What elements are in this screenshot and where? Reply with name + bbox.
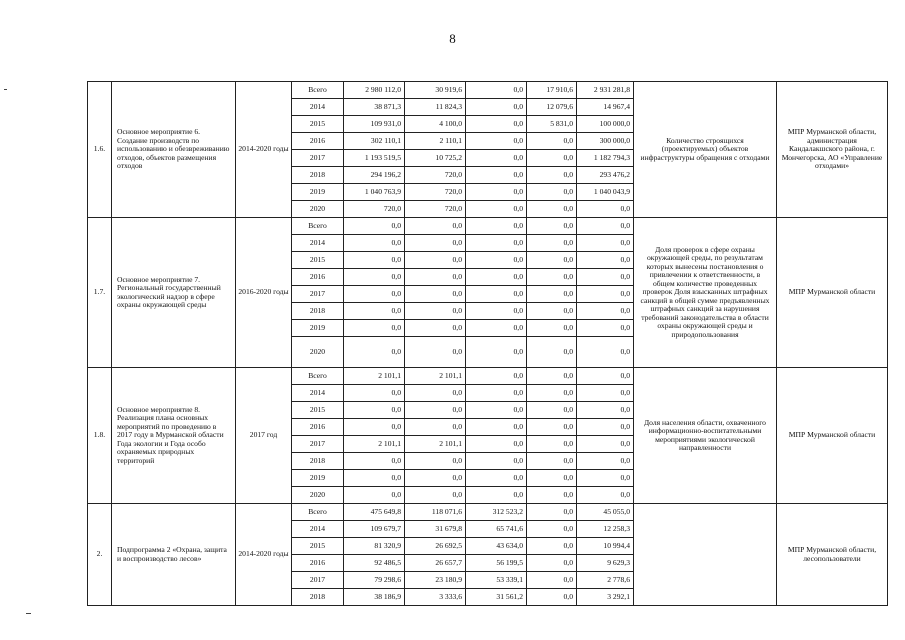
value-cell: 0,0	[466, 286, 527, 303]
value-cell: 293 476,2	[577, 167, 634, 184]
responsible-cell: МПР Мурманской области, администрация Кандалакшского района, г. Мончегорска, АО «Управление отходами»	[777, 82, 888, 218]
value-cell: 0,0	[466, 99, 527, 116]
table-row	[88, 504, 888, 521]
value-cell: 294 196,2	[344, 167, 405, 184]
value-cell: 38 871,3	[344, 99, 405, 116]
value-cell: 0,0	[466, 116, 527, 133]
value-cell: 31 561,2	[466, 589, 527, 606]
value-cell: 0,0	[405, 303, 466, 320]
year-cell: 2020	[292, 487, 344, 504]
year-cell: 2015	[292, 252, 344, 269]
value-cell: 0,0	[344, 252, 405, 269]
value-cell: 0,0	[527, 453, 577, 470]
value-cell: 0,0	[527, 320, 577, 337]
value-cell: 0,0	[527, 538, 577, 555]
value-cell: 1 193 519,5	[344, 150, 405, 167]
value-cell: 5 831,0	[527, 116, 577, 133]
value-cell: 0,0	[405, 402, 466, 419]
value-cell: 0,0	[405, 320, 466, 337]
year-cell: 2017	[292, 436, 344, 453]
value-cell: 1 040 763,9	[344, 184, 405, 201]
row-number-cell: 1.6.	[88, 82, 112, 218]
value-cell: 0,0	[577, 470, 634, 487]
value-cell: 0,0	[405, 235, 466, 252]
year-cell: 2017	[292, 286, 344, 303]
value-cell: 0,0	[344, 320, 405, 337]
year-cell: 2015	[292, 116, 344, 133]
value-cell: 3 333,6	[405, 589, 466, 606]
value-cell: 0,0	[577, 453, 634, 470]
value-cell: 1 040 043,9	[577, 184, 634, 201]
value-cell: 0,0	[527, 504, 577, 521]
value-cell: 79 298,6	[344, 572, 405, 589]
value-cell: 14 967,4	[577, 99, 634, 116]
value-cell: 81 320,9	[344, 538, 405, 555]
value-cell: 0,0	[405, 252, 466, 269]
scan-mark	[26, 613, 31, 614]
value-cell: 65 741,6	[466, 521, 527, 538]
value-cell: 0,0	[344, 419, 405, 436]
measure-name-cell: Подпрограмма 2 «Охрана, защита и воспроизводство лесов»	[112, 504, 236, 606]
row-number-cell: 2.	[88, 504, 112, 606]
value-cell: 0,0	[577, 235, 634, 252]
value-cell: 0,0	[466, 252, 527, 269]
value-cell: 312 523,2	[466, 504, 527, 521]
value-cell: 0,0	[527, 150, 577, 167]
value-cell: 0,0	[466, 487, 527, 504]
table-row	[88, 218, 888, 235]
value-cell: 2 110,1	[405, 133, 466, 150]
value-cell: 0,0	[466, 436, 527, 453]
value-cell: 0,0	[466, 201, 527, 218]
value-cell: 0,0	[466, 453, 527, 470]
year-cell: Всего	[292, 368, 344, 385]
value-cell: 720,0	[405, 184, 466, 201]
value-cell: 0,0	[405, 218, 466, 235]
value-cell: 0,0	[466, 419, 527, 436]
responsible-cell: МПР Мурманской области	[777, 218, 888, 368]
indicator-cell: Доля населения области, охваченного информационно-воспитательными мероприятиями экологической направленности	[634, 368, 777, 504]
value-cell: 10 994,4	[577, 538, 634, 555]
value-cell: 0,0	[577, 368, 634, 385]
year-cell: 2014	[292, 521, 344, 538]
value-cell: 38 186,9	[344, 589, 405, 606]
measure-name-cell: Основное мероприятие 7. Региональный государственный экологический надзор в сфере охраны окружающей среды	[112, 218, 236, 368]
value-cell: 0,0	[466, 385, 527, 402]
value-cell: 0,0	[577, 269, 634, 286]
value-cell: 0,0	[344, 218, 405, 235]
row-number-cell: 1.7.	[88, 218, 112, 368]
period-cell: 2016-2020 годы	[236, 218, 292, 368]
row-number-cell: 1.8.	[88, 368, 112, 504]
scan-mark	[4, 89, 7, 90]
value-cell: 2 931 281,8	[577, 82, 634, 99]
value-cell: 0,0	[577, 436, 634, 453]
value-cell: 0,0	[405, 269, 466, 286]
value-cell: 0,0	[466, 184, 527, 201]
value-cell: 0,0	[405, 337, 466, 368]
table-body	[88, 82, 888, 606]
year-cell: 2014	[292, 385, 344, 402]
value-cell: 26 692,5	[405, 538, 466, 555]
value-cell: 0,0	[405, 286, 466, 303]
value-cell: 17 910,6	[527, 82, 577, 99]
value-cell: 100 000,0	[577, 116, 634, 133]
value-cell: 0,0	[527, 419, 577, 436]
value-cell: 0,0	[527, 402, 577, 419]
value-cell: 12 258,3	[577, 521, 634, 538]
value-cell: 0,0	[577, 286, 634, 303]
value-cell: 0,0	[527, 269, 577, 286]
year-cell: 2020	[292, 201, 344, 218]
value-cell: 0,0	[466, 470, 527, 487]
value-cell: 0,0	[405, 385, 466, 402]
value-cell: 2 980 112,0	[344, 82, 405, 99]
table-row	[88, 82, 888, 99]
year-cell: 2017	[292, 572, 344, 589]
value-cell: 0,0	[344, 337, 405, 368]
value-cell: 43 634,0	[466, 538, 527, 555]
value-cell: 0,0	[527, 286, 577, 303]
value-cell: 0,0	[466, 167, 527, 184]
value-cell: 0,0	[577, 320, 634, 337]
value-cell: 0,0	[577, 303, 634, 320]
indicator-cell	[634, 504, 777, 606]
value-cell: 0,0	[466, 320, 527, 337]
value-cell: 0,0	[527, 572, 577, 589]
value-cell: 0,0	[344, 453, 405, 470]
year-cell: 2014	[292, 99, 344, 116]
year-cell: 2015	[292, 538, 344, 555]
value-cell: 0,0	[527, 235, 577, 252]
value-cell: 0,0	[577, 487, 634, 504]
value-cell: 0,0	[344, 402, 405, 419]
year-cell: 2019	[292, 184, 344, 201]
value-cell: 0,0	[527, 218, 577, 235]
value-cell: 0,0	[527, 167, 577, 184]
value-cell: 0,0	[344, 286, 405, 303]
value-cell: 0,0	[577, 252, 634, 269]
value-cell: 0,0	[344, 235, 405, 252]
year-cell: Всего	[292, 218, 344, 235]
value-cell: 0,0	[466, 218, 527, 235]
value-cell: 720,0	[344, 201, 405, 218]
value-cell: 0,0	[527, 133, 577, 150]
year-cell: 2019	[292, 320, 344, 337]
period-cell: 2014-2020 годы	[236, 82, 292, 218]
value-cell: 0,0	[527, 470, 577, 487]
year-cell: 2017	[292, 150, 344, 167]
measure-name-cell: Основное мероприятие 6. Создание производств по использованию и обезвреживанию отходов, объектов размещения отходов	[112, 82, 236, 218]
year-cell: 2016	[292, 555, 344, 572]
value-cell: 720,0	[405, 201, 466, 218]
measures-table	[87, 81, 888, 606]
value-cell: 300 000,0	[577, 133, 634, 150]
value-cell: 475 649,8	[344, 504, 405, 521]
value-cell: 2 101,1	[344, 436, 405, 453]
indicator-cell: Доля проверок в сфере охраны окружающей среды, по результатам которых вынесены постановления о привлечении к ответственности, в общем количестве проведенных проверок Доля взысканных штрафных санкций в общей сумме предъявленных штрафных санкций за нарушения требований законодательства в области охраны окружающей среды и природопользования	[634, 218, 777, 368]
year-cell: 2019	[292, 470, 344, 487]
value-cell: 0,0	[527, 385, 577, 402]
table-row	[88, 368, 888, 385]
value-cell: 2 101,1	[405, 436, 466, 453]
value-cell: 109 931,0	[344, 116, 405, 133]
value-cell: 0,0	[344, 303, 405, 320]
value-cell: 0,0	[466, 269, 527, 286]
value-cell: 0,0	[405, 470, 466, 487]
value-cell: 0,0	[577, 201, 634, 218]
value-cell: 2 101,1	[344, 368, 405, 385]
value-cell: 0,0	[466, 303, 527, 320]
year-cell: 2016	[292, 133, 344, 150]
value-cell: 0,0	[466, 235, 527, 252]
value-cell: 0,0	[466, 337, 527, 368]
year-cell: 2016	[292, 269, 344, 286]
year-cell: 2018	[292, 589, 344, 606]
value-cell: 0,0	[527, 555, 577, 572]
value-cell: 0,0	[466, 150, 527, 167]
year-cell: 2018	[292, 303, 344, 320]
page-number: 8	[449, 31, 456, 46]
value-cell: 31 679,8	[405, 521, 466, 538]
value-cell: 56 199,5	[466, 555, 527, 572]
value-cell: 9 629,3	[577, 555, 634, 572]
year-cell: Всего	[292, 504, 344, 521]
value-cell: 11 824,3	[405, 99, 466, 116]
value-cell: 10 725,2	[405, 150, 466, 167]
value-cell: 2 101,1	[405, 368, 466, 385]
value-cell: 0,0	[344, 470, 405, 487]
value-cell: 12 079,6	[527, 99, 577, 116]
year-cell: Всего	[292, 82, 344, 99]
value-cell: 0,0	[344, 487, 405, 504]
value-cell: 0,0	[466, 402, 527, 419]
value-cell: 53 339,1	[466, 572, 527, 589]
year-cell: 2020	[292, 337, 344, 368]
value-cell: 0,0	[527, 368, 577, 385]
year-cell: 2015	[292, 402, 344, 419]
value-cell: 0,0	[405, 419, 466, 436]
value-cell: 0,0	[577, 385, 634, 402]
value-cell: 2 778,6	[577, 572, 634, 589]
value-cell: 0,0	[405, 453, 466, 470]
value-cell: 0,0	[527, 436, 577, 453]
value-cell: 0,0	[577, 419, 634, 436]
value-cell: 0,0	[527, 487, 577, 504]
period-cell: 2014-2020 годы	[236, 504, 292, 606]
value-cell: 4 100,0	[405, 116, 466, 133]
value-cell: 0,0	[527, 521, 577, 538]
value-cell: 0,0	[577, 218, 634, 235]
year-cell: 2014	[292, 235, 344, 252]
value-cell: 0,0	[405, 487, 466, 504]
value-cell: 0,0	[344, 269, 405, 286]
responsible-cell: МПР Мурманской области	[777, 368, 888, 504]
value-cell: 0,0	[577, 337, 634, 368]
value-cell: 0,0	[466, 368, 527, 385]
value-cell: 0,0	[527, 303, 577, 320]
value-cell: 45 055,0	[577, 504, 634, 521]
value-cell: 720,0	[405, 167, 466, 184]
year-cell: 2018	[292, 167, 344, 184]
value-cell: 0,0	[527, 337, 577, 368]
value-cell: 118 071,6	[405, 504, 466, 521]
value-cell: 302 110,1	[344, 133, 405, 150]
responsible-cell: МПР Мурманской области, лесопользователи	[777, 504, 888, 606]
value-cell: 0,0	[527, 184, 577, 201]
value-cell: 0,0	[466, 82, 527, 99]
value-cell: 0,0	[577, 402, 634, 419]
indicator-cell: Количество строящихся (проектируемых) объектов инфраструктуры обращения с отходами	[634, 82, 777, 218]
year-cell: 2018	[292, 453, 344, 470]
value-cell: 0,0	[466, 133, 527, 150]
value-cell: 0,0	[527, 252, 577, 269]
value-cell: 92 486,5	[344, 555, 405, 572]
value-cell: 26 657,7	[405, 555, 466, 572]
value-cell: 30 919,6	[405, 82, 466, 99]
year-cell: 2016	[292, 419, 344, 436]
value-cell: 1 182 794,3	[577, 150, 634, 167]
value-cell: 23 180,9	[405, 572, 466, 589]
value-cell: 0,0	[527, 201, 577, 218]
value-cell: 0,0	[344, 385, 405, 402]
value-cell: 3 292,1	[577, 589, 634, 606]
period-cell: 2017 год	[236, 368, 292, 504]
value-cell: 0,0	[527, 589, 577, 606]
value-cell: 109 679,7	[344, 521, 405, 538]
measure-name-cell: Основное мероприятие 8. Реализация плана основных мероприятий по проведению в 2017 году в Мурманской области Года экологии и Года особо охраняемых природных территорий	[112, 368, 236, 504]
